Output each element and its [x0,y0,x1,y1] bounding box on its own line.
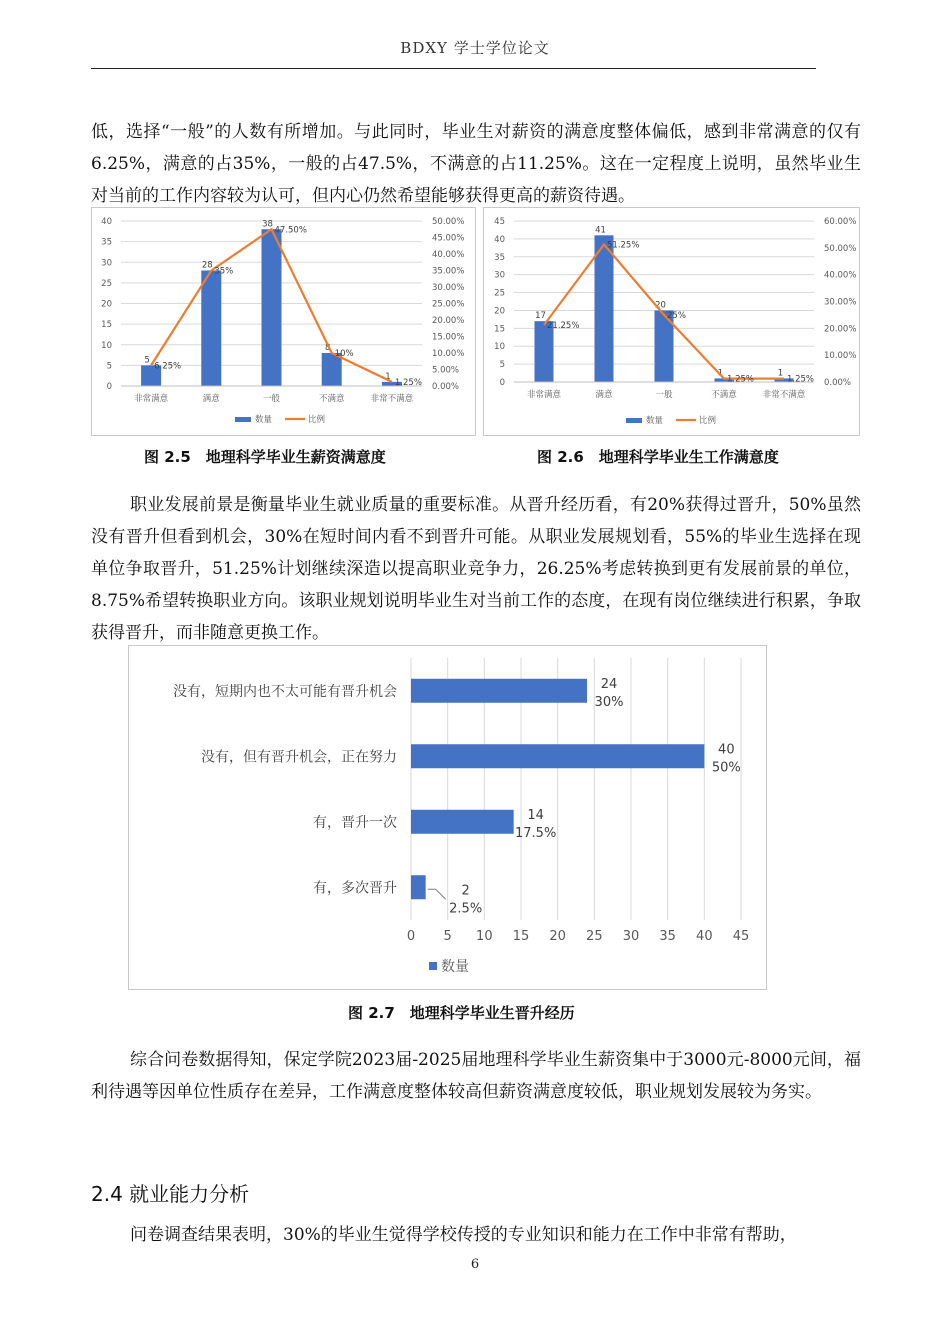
paragraph-career-prospects: 职业发展前景是衡量毕业生就业质量的重要标准。从晋升经历看，有20%获得过晋升，50%虽然没有晋升但看到机会，30%在短时间内看不到晋升可能。从职业发展规划看，55%的毕业生选择在现单位争取晋升，51.25%计划继续深造以提高职业竞争力，26.25%考虑转换到更有发展前景的单位，8.75%希望转换职业方向。该职业规划说明毕业生对当前工作的态度，在现有岗位继续进行积累，争取获得晋升，而非随意更换工作。 [91,495,861,643]
bar-value-label: 1 [717,368,724,379]
bar-value-label: 1 [385,371,391,382]
category-label: 有，晋升一次 [313,814,397,831]
chart-work-satisfaction-svg [484,208,859,435]
bar [411,679,587,703]
left-tick-label: 35 [494,252,505,263]
ratio-value-label: 47.50% [274,225,307,236]
category-label: 没有，但有晋升机会，正在努力 [201,749,397,766]
x-tick-label: 15 [512,929,530,944]
ratio-value-label: 51.25% [607,240,640,251]
bar-percent-label: 17.5% [515,825,557,841]
left-tick-label: 15 [494,324,505,335]
left-tick-label: 0 [106,382,112,392]
bar-percent-label: 30% [594,694,624,710]
left-tick-label: 20 [494,306,505,317]
bar-value-label: 17 [535,311,546,322]
chart-salary-satisfaction [91,207,476,436]
left-tick-label: 20 [101,299,112,310]
ratio-value-label: 25% [667,310,686,321]
left-tick-label: 35 [101,237,112,248]
ratio-value-label: 1.25% [727,374,755,385]
x-tick-label: 30 [622,929,640,944]
right-tick-label: 5.00% [432,365,460,376]
chart-promotion-experience-svg [129,646,766,989]
category-label: 非常不满意 [370,394,414,404]
page-number: 6 [470,1257,480,1272]
paragraph-ability: 问卷调查结果表明，30%的毕业生觉得学校传授的专业知识和能力在工作中非常有帮助， [130,1225,797,1245]
right-tick-label: 45.00% [432,233,465,244]
bar-value-label: 8 [324,343,331,353]
left-tick-label: 5 [499,360,505,371]
right-tick-label: 15.00% [432,332,465,343]
bar-value-label: 5 [144,355,150,366]
legend-label-count: 数量 [255,415,273,425]
x-tick-label: 25 [586,929,603,944]
legend-swatch-count [235,417,251,422]
ratio-value-label: 1.25% [787,374,815,385]
x-tick-label: 40 [696,929,713,944]
section-heading: 2.4 就业能力分析 [91,1182,250,1206]
right-tick-label: 25.00% [432,299,465,310]
left-tick-label: 25 [101,278,112,289]
category-label: 满意 [595,390,613,400]
ratio-value-label: 1.25% [394,377,422,388]
left-tick-label: 25 [494,288,505,299]
caption-fig-2-7: 图 2.7 地理科学毕业生晋升经历 [348,1004,575,1022]
right-tick-label: 30.00% [432,283,465,293]
legend-swatch-count [626,418,642,423]
bar [411,810,514,834]
label-leader-line [428,889,446,899]
bar [262,229,282,386]
paragraph-summary: 综合问卷数据得知，保定学院2023届-2025届地理科学毕业生薪资集中于3000元-8000元间，福利待遇等因单位性质存在差异，工作满意度整体较高但薪资满意度较低，职业规划发展较为务实。 [91,1050,861,1102]
bar-value-label: 41 [595,225,606,236]
category-label: 非常不满意 [762,390,806,400]
category-label: 非常满意 [526,390,562,400]
right-tick-label: 50.00% [824,243,857,254]
category-label: 满意 [202,394,220,404]
x-tick-label: 20 [549,929,566,944]
category-label: 一般 [262,394,281,404]
chart-work-satisfaction [483,207,860,436]
bar [201,271,221,387]
right-tick-label: 50.00% [432,217,465,227]
right-tick-label: 40.00% [432,250,465,260]
header-rule [91,68,816,69]
bar-value-label: 14 [527,807,544,823]
right-tick-label: 0.00% [824,378,852,388]
bar-value-label: 2 [461,883,470,899]
caption-fig-2-5: 图 2.5 地理科学毕业生薪资满意度 [144,448,386,466]
right-tick-label: 10.00% [824,351,857,362]
bar-value-label: 20 [655,300,666,311]
ratio-value-label: 6.25% [154,361,182,372]
category-label: 一般 [655,390,673,400]
right-tick-label: 40.00% [824,270,857,281]
chart-promotion-experience [128,645,767,990]
legend-swatch-count [429,962,437,970]
bar [411,875,426,899]
category-label: 不满意 [318,394,345,404]
left-tick-label: 30 [494,270,505,281]
right-tick-label: 35.00% [432,266,465,277]
category-label: 有，多次晋升 [313,880,397,897]
category-label: 没有，短期内也不太可能有晋升机会 [173,683,397,700]
left-tick-label: 5 [106,361,112,372]
bar-percent-label: 2.5% [449,901,483,917]
legend-label-count: 数量 [441,959,469,975]
legend-label-count: 数量 [646,416,664,426]
x-tick-label: 45 [732,929,750,944]
bar-value-label: 28 [201,260,213,271]
legend-label-ratio: 比例 [699,416,717,426]
x-tick-label: 0 [406,929,416,944]
legend-label-ratio: 比例 [308,415,326,425]
left-tick-label: 40 [494,234,505,245]
left-tick-label: 0 [499,378,505,388]
bar-value-label: 40 [718,742,735,758]
ratio-value-label: 10% [334,349,354,359]
x-tick-label: 5 [443,929,452,944]
bar-value-label: 24 [600,676,618,692]
left-tick-label: 45 [494,217,505,227]
right-tick-label: 0.00% [432,382,460,392]
left-tick-label: 40 [101,217,112,227]
bar-value-label: 38 [262,219,273,230]
left-tick-label: 10 [101,340,112,351]
right-tick-label: 10.00% [432,349,465,359]
left-tick-label: 30 [101,258,112,269]
bar-percent-label: 50% [711,760,741,776]
bar-value-label: 1 [777,368,784,379]
bar [411,744,704,768]
left-tick-label: 15 [101,320,112,331]
ratio-value-label: 21.25% [547,320,580,331]
right-tick-label: 60.00% [824,217,857,227]
left-tick-label: 10 [494,342,505,353]
caption-fig-2-6: 图 2.6 地理科学毕业生工作满意度 [537,448,779,466]
category-label: 非常满意 [134,394,169,404]
paragraph-salary-satisfaction: 低，选择“一般”的人数有所增加。与此同时，毕业生对薪资的满意度整体偏低，感到非常满意的仅有6.25%，满意的占35%，一般的占47.5%，不满意的占11.25%。这在一定程度上说明，虽然毕业生对当前的工作内容较为认可，但内心仍然希望能够获得更高的薪资待遇。 [91,122,861,206]
running-header: BDXY 学士学位论文 [400,39,550,57]
ratio-value-label: 35% [214,266,234,277]
x-tick-label: 10 [476,929,493,944]
right-tick-label: 20.00% [432,316,465,326]
category-label: 不满意 [711,390,737,400]
chart-salary-satisfaction-svg [92,208,475,435]
x-tick-label: 35 [659,929,676,944]
bar [595,235,614,382]
right-tick-label: 20.00% [824,324,857,335]
right-tick-label: 30.00% [824,297,857,308]
